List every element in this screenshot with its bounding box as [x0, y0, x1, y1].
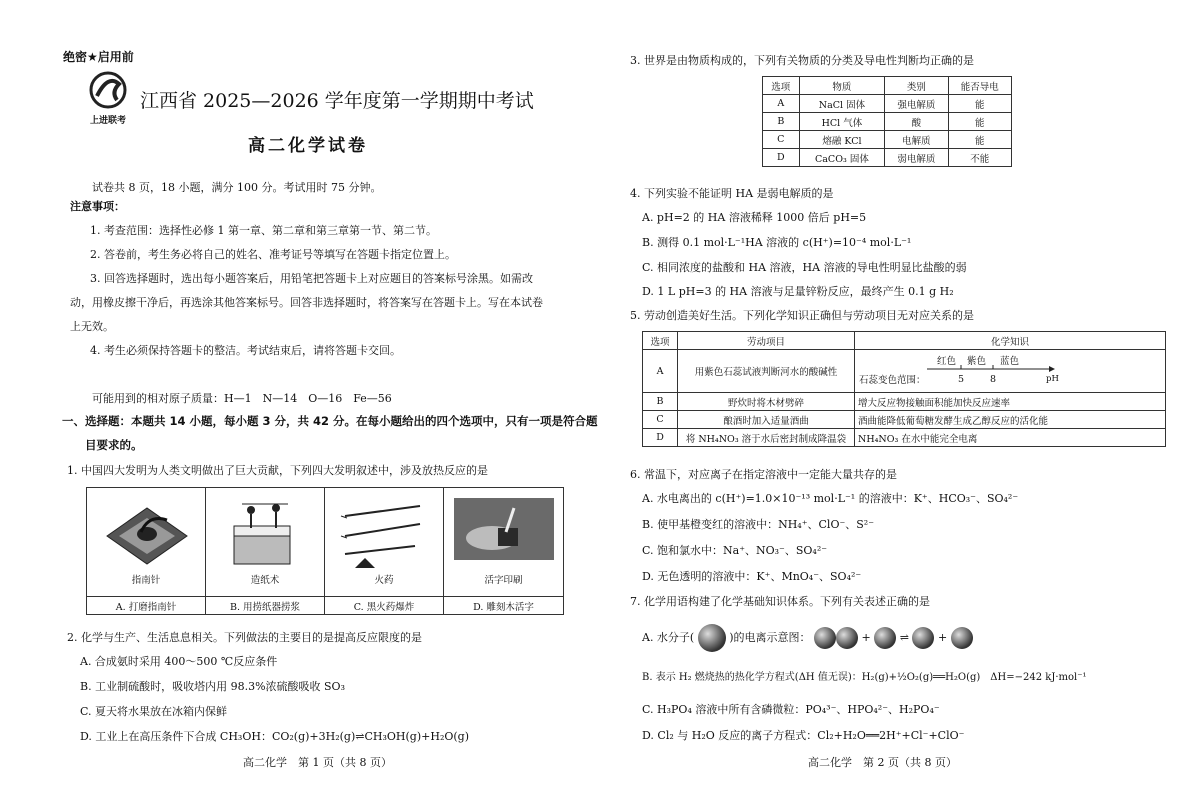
- scale-tick-5: 5: [958, 374, 965, 385]
- section-1-heading-cont: 目要求的。: [85, 438, 143, 452]
- molecule-icon: [814, 627, 836, 649]
- table-cell: NaCl 固体: [799, 95, 885, 113]
- scale-color-purple: 紫色: [967, 356, 987, 367]
- q2-option-b: B. 工业制硫酸时，吸收塔内用 98.3%浓硫酸吸收 SO₃: [80, 680, 345, 693]
- q1-option-d: D. 雕刻木活字: [473, 602, 534, 613]
- molecule-icon: [951, 627, 973, 649]
- q1-caption-4: 活字印刷: [484, 575, 523, 586]
- table-cell: 增大反应物接触面积能加快反应速率: [855, 393, 1166, 411]
- q1-option-b: B. 用捞纸器捞浆: [229, 602, 301, 613]
- secret-label: 绝密★启用前: [63, 50, 134, 64]
- molecule-icon: [912, 627, 934, 649]
- question-5: 5. 劳动创造美好生活。下列化学知识正确但与劳动项目无对应关系的是: [630, 309, 974, 322]
- q2-option-c: C. 夏天将水果放在冰箱内保鲜: [80, 705, 228, 718]
- question-1: 1. 中国四大发明为人类文明做出了巨大贡献，下列四大发明叙述中，涉及放热反应的是: [67, 464, 488, 477]
- q4-option-a: A. pH=2 的 HA 溶液稀释 1000 倍后 pH=5: [642, 211, 867, 224]
- q1-cell-paper: [206, 488, 325, 614]
- table-cell: A: [763, 95, 800, 113]
- note-2: 2. 答卷前，考生务必将自己的姓名、准考证号等填写在答题卡指定位置上。: [90, 248, 456, 261]
- q2-option-d: D. 工业上在高压条件下合成 CH₃OH：CO₂(g)+3H₂(g)⇌CH₃OH(g)+H₂O(g): [80, 730, 469, 743]
- page-2-footer: 高二化学 第 2 页（共 8 页）: [808, 756, 957, 769]
- table-header: 能否导电: [948, 77, 1011, 95]
- scale-color-blue: 蓝色: [1000, 356, 1020, 367]
- equilibrium-arrow-icon: ⇌: [899, 631, 913, 644]
- molecule-icon: [836, 627, 858, 649]
- gunpowder-icon: [325, 496, 443, 576]
- table-header: 选项: [643, 332, 678, 350]
- q1-caption-1: 指南针: [131, 575, 161, 586]
- q4-option-c: C. 相同浓度的盐酸和 HA 溶液，HA 溶液的导电性明显比盐酸的弱: [642, 261, 967, 274]
- table-row: [643, 393, 1166, 411]
- q1-cell-compass: [87, 488, 206, 614]
- q3-table: [762, 76, 1012, 167]
- note-4: 4. 考生必须保持答题卡的整洁。考试结束后，请将答题卡交回。: [90, 344, 401, 357]
- table-cell: C: [643, 411, 678, 429]
- table-row: [643, 429, 1166, 447]
- question-7: 7. 化学用语构建了化学基础知识体系。下列有关表述正确的是: [630, 595, 930, 608]
- question-3: 3. 世界是由物质构成的，下列有关物质的分类及导电性判断均正确的是: [630, 54, 974, 67]
- plus-icon: +: [937, 631, 951, 644]
- table-cell: 弱电解质: [885, 149, 948, 167]
- scale-color-red: 红色: [937, 356, 957, 367]
- ph-scale-axis: [927, 364, 1057, 374]
- logo: [83, 70, 133, 125]
- q1-caption-3: 火药: [374, 575, 394, 586]
- table-header: 劳动项目: [678, 332, 855, 350]
- table-cell: NH₄NO₃ 在水中能完全电离: [855, 429, 1166, 447]
- q6-option-d: D. 无色透明的溶液中：K⁺、MnO₄⁻、SO₄²⁻: [642, 570, 862, 583]
- table-cell: 酿酒时加入适量酒曲: [678, 411, 855, 429]
- q7-option-d: D. Cl₂ 与 H₂O 反应的离子方程式：Cl₂+H₂O══2H⁺+Cl⁻+ClO⁻: [642, 729, 965, 742]
- table-cell: 不能: [948, 149, 1011, 167]
- table-cell: 野炊时将木材劈碎: [678, 393, 855, 411]
- table-cell: 酒曲能降低葡萄糖发酵生成乙醇反应的活化能: [855, 411, 1166, 429]
- table-cell: 能: [948, 113, 1011, 131]
- table-cell: B: [763, 113, 800, 131]
- compass-icon: [87, 496, 205, 576]
- papermaking-icon: [206, 496, 324, 576]
- table-cell: 能: [948, 95, 1011, 113]
- page-1-footer: 高二化学 第 1 页（共 8 页）: [243, 756, 392, 769]
- table-cell: 用紫色石蕊试液判断河水的酸碱性: [678, 350, 855, 393]
- table-row: [763, 95, 1012, 113]
- subject-title: 高二化学试卷: [248, 136, 368, 156]
- logo-text: 上进联考: [89, 116, 126, 126]
- q5-table: [642, 331, 1166, 447]
- table-cell: D: [643, 429, 678, 447]
- note-3-line-2: 动，用橡皮擦干净后，再选涂其他答案标号。回答非选择题时，将答案写在答题卡上。写在本试卷: [70, 296, 543, 309]
- scale-tick-8: 8: [990, 374, 997, 385]
- logo-icon: [83, 70, 133, 110]
- q7-option-b: B. 表示 H₂ 燃烧热的热化学方程式(ΔH 值无误)：H₂(g)+½O₂(g)══H₂O(g) ΔH=−242 kJ·mol⁻¹: [642, 672, 1087, 683]
- note-1: 1. 考查范围：选择性必修 1 第一章、第二章和第三章第一节、第二节。: [90, 224, 437, 237]
- scale-axis-label: pH: [1046, 374, 1059, 384]
- table-header: 选项: [763, 77, 800, 95]
- table-cell: C: [763, 131, 800, 149]
- q1-option-a: A. 打磨指南针: [115, 602, 177, 613]
- q7-option-c: C. H₃PO₄ 溶液中所有含磷微粒：PO₄³⁻、HPO₄²⁻、H₂PO₄⁻: [642, 703, 940, 716]
- plus-icon: +: [861, 631, 875, 644]
- table-cell-scale: [855, 350, 1166, 393]
- table-cell: D: [763, 149, 800, 167]
- q1-cell-gunpowder: [325, 488, 444, 614]
- note-3-line-1: 3. 回答选择题时，选出每小题答案后，用铅笔把答题卡上对应题目的答案标号涂黑。如需改: [90, 272, 533, 285]
- table-cell: CaCO₃ 固体: [799, 149, 885, 167]
- table-row: [643, 411, 1166, 429]
- q2-option-a: A. 合成氨时采用 400～500 ℃反应条件: [80, 655, 278, 668]
- table-header: 类别: [885, 77, 948, 95]
- note-3-line-3: 上无效。: [70, 320, 114, 333]
- q1-option-c: C. 黑火药爆炸: [353, 602, 415, 613]
- water-molecule-icon: [698, 624, 726, 652]
- molecule-icon: [874, 627, 896, 649]
- intro-text: 试卷共 8 页，18 小题，满分 100 分。考试用时 75 分钟。: [92, 181, 382, 194]
- q1-cell-printing: [444, 488, 563, 614]
- table-cell: 将 NH₄NO₃ 溶于水后密封制成降温袋: [678, 429, 855, 447]
- table-cell: A: [643, 350, 678, 393]
- table-cell: HCl 气体: [799, 113, 885, 131]
- q7-a-text-2: )的电离示意图：: [729, 631, 811, 644]
- q7-a-text-1: A. 水分子(: [642, 631, 695, 644]
- table-header: 化学知识: [855, 332, 1166, 350]
- scale-label: 石蕊变色范围：: [859, 375, 926, 386]
- table-row: [763, 113, 1012, 131]
- table-cell: B: [643, 393, 678, 411]
- table-header-row: [643, 332, 1166, 350]
- notes-heading: 注意事项：: [70, 200, 125, 213]
- q6-option-a: A. 水电离出的 c(H⁺)=1.0×10⁻¹³ mol·L⁻¹ 的溶液中：K⁺、HCO₃⁻、SO₄²⁻: [642, 492, 1019, 505]
- table-cell: 电解质: [885, 131, 948, 149]
- atomic-mass: 可能用到的相对原子质量：H—1 N—14 O—16 Fe—56: [92, 392, 392, 405]
- q1-figure-table: [86, 487, 564, 615]
- q4-option-d: D. 1 L pH=3 的 HA 溶液与足量锌粉反应，最终产生 0.1 g H₂: [642, 285, 954, 298]
- question-4: 4. 下列实验不能证明 HA 是弱电解质的是: [630, 187, 834, 200]
- q1-caption-2: 造纸术: [250, 575, 280, 586]
- table-row: [643, 350, 1166, 393]
- table-row: [763, 149, 1012, 167]
- printing-icon: [454, 498, 554, 560]
- question-2: 2. 化学与生产、生活息息相关。下列做法的主要目的是提高反应限度的是: [67, 631, 422, 644]
- question-6: 6. 常温下，对应离子在指定溶液中一定能大量共存的是: [630, 468, 897, 481]
- table-cell: 强电解质: [885, 95, 948, 113]
- section-1-heading: 一、选择题：本题共 14 小题，每小题 3 分，共 42 分。在每小题给出的四个选项中，只有一项是符合题: [62, 414, 598, 428]
- table-cell: 熔融 KCl: [799, 131, 885, 149]
- table-header-row: [763, 77, 1012, 95]
- table-cell: 酸: [885, 113, 948, 131]
- table-header: 物质: [799, 77, 885, 95]
- table-cell: 能: [948, 131, 1011, 149]
- exam-title: 江西省 2025—2026 学年度第一学期期中考试: [140, 90, 534, 112]
- q6-option-c: C. 饱和氯水中：Na⁺、NO₃⁻、SO₄²⁻: [642, 544, 828, 557]
- q6-option-b: B. 使甲基橙变红的溶液中：NH₄⁺、ClO⁻、S²⁻: [642, 518, 875, 531]
- q7-option-a: [642, 624, 973, 652]
- q4-option-b: B. 测得 0.1 mol·L⁻¹HA 溶液的 c(H⁺)=10⁻⁴ mol·L⁻¹: [642, 236, 912, 249]
- table-row: [763, 131, 1012, 149]
